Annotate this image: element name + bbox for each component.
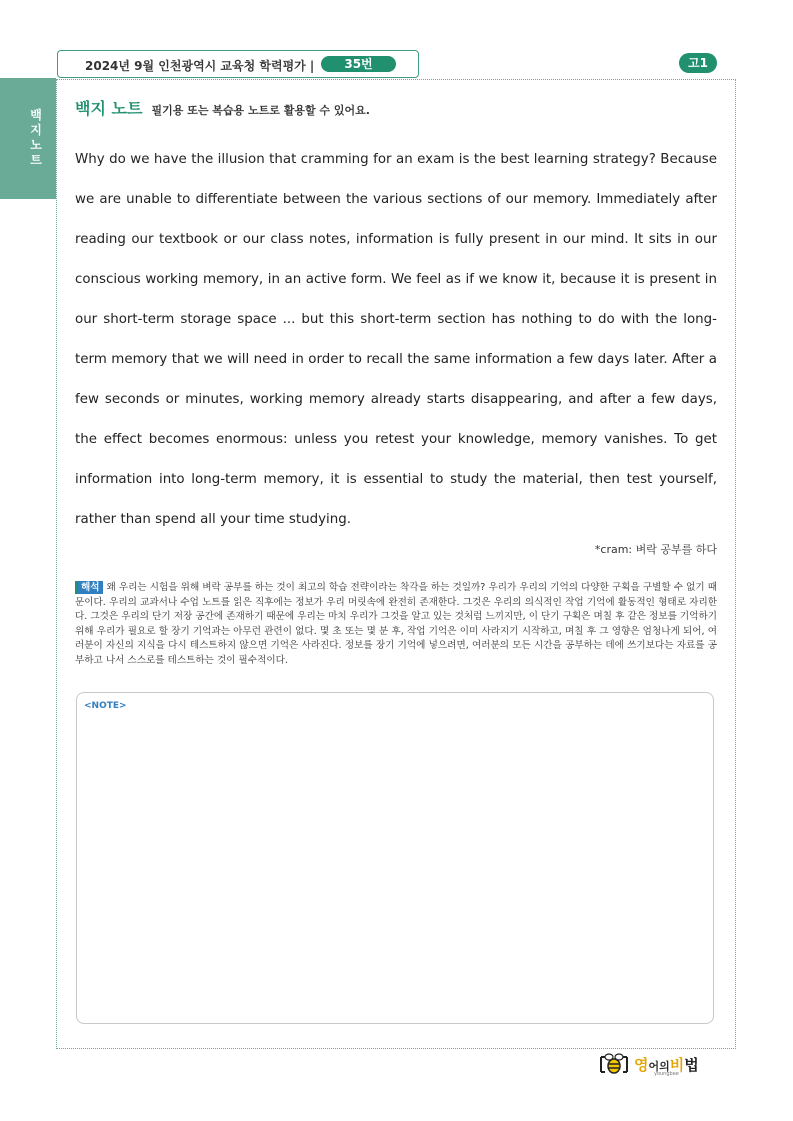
note-label: <NOTE> — [84, 701, 127, 711]
header-box — [57, 50, 419, 78]
section-subtitle: 필기용 또는 복습용 노트로 활용할 수 있어요. — [151, 104, 370, 117]
logo-part-1: 영 — [634, 1056, 649, 1074]
bee-icon — [598, 1052, 630, 1076]
logo-subtext: youngbee — [654, 1071, 679, 1077]
logo-part-3: 비 — [669, 1056, 685, 1074]
translation-block — [75, 581, 717, 668]
vocab-footnote: *cram: 벼락 공부를 하다 — [594, 543, 717, 556]
publisher-logo — [598, 1052, 714, 1078]
translation-text: 왜 우리는 시험을 위해 벼락 공부를 하는 것이 최고의 학습 전략이라는 착각을 하는 것일까? 우리가 우리의 기억의 다양한 구획을 구별할 수 없기 때문이다. 우리의 교과서나 수업 노트를 읽은 직후에는 정보가 우리 머릿속에 완전히 존재한다. 그것은 우리의 의식적인 작업 기억에 활동적인 형태로 자리한다. 그것은 우리의 단기 저장 공간에 존재하기 때문에 우리는 마치 우리가 그것을 알고 있는 것처럼 느끼지만, 이 단기 구획은 며칠 후 같은 정보를 기억하기 위해 우리가 필요로 할 장기 기억과는 아무런 관련이 없다. 몇 초 또는 몇 분 후, 작업 기억은 이미 사라지기 시작하고, 며칠 후 그 영향은 엄청나게 되어, 여러분이 자신의 지식을 다시 테스트하지 않으면 기억은 사라진다. 정보를 장기 기억에 넣으려면, 여러분의 모든 시간을 공부하는 데에 쓰기보다는 자료를 공부하고 나서 스스로를 테스트하는 것이 필수적이다. — [75, 582, 717, 666]
side-tab — [0, 78, 56, 199]
side-tab-label: 백 지 노 트 — [30, 108, 42, 167]
logo-part-2: 어의 — [648, 1060, 670, 1073]
section-title: 백지 노트 — [75, 99, 143, 118]
logo-part-4: 법 — [684, 1056, 699, 1074]
exam-title: 2024년 9월 인천광역시 교육청 학력평가 | — [85, 59, 315, 73]
grade-badge: 고1 — [679, 53, 717, 73]
translation-badge: 해석 — [75, 581, 103, 594]
section-heading — [75, 96, 370, 119]
question-number-badge: 35번 — [321, 56, 396, 72]
english-passage: Why do we have the illusion that cramming for an exam is the best learning strategy? Because we are unable to differentiate between the various sections of our memory. Immediately after reading our textbook or our class notes, information is fully present in our mind. It sits in our conscious working memory, in an active form. We feel as if we know it, because it is present in our short-term storage space ... but this short-term section has nothing to do with the long-term memory that we will need in order to recall the same information a few days later. After a few seconds or minutes, working memory already starts disappearing, and after a few days, the effect becomes enormous: unless you retest your knowledge, memory vanishes. To get information into long-term memory, it is essential to study the material, then test yourself, rather than spend all your time studying. — [75, 152, 717, 527]
note-area[interactable] — [76, 692, 714, 1024]
